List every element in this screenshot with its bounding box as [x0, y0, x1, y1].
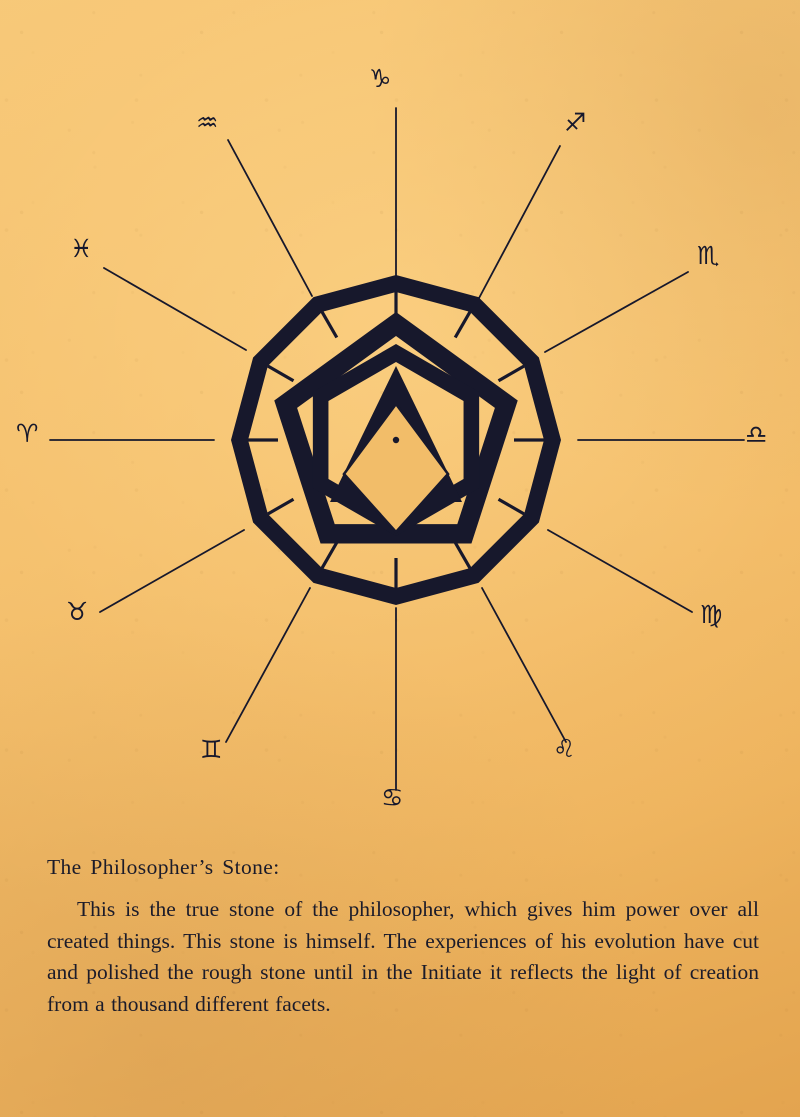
- zodiac-label-aquarius: ♒: [196, 108, 219, 137]
- caption-heading: The Philosopher’s Stone:: [47, 855, 280, 879]
- zodiac-label-gemini: ♊: [200, 735, 223, 764]
- stone-gem: [231, 275, 561, 605]
- caption-body: This is the true stone of the philosopher, which gives him power over all created things. This stone is himself. The experiences of his evolution have cut and polished the rough stone until in the Initiate it reflects the light of creation from a thousand different facets.: [47, 897, 759, 1016]
- zodiac-label-taurus: ♉: [66, 597, 89, 626]
- zodiac-label-libra: ♎: [745, 420, 768, 449]
- zodiac-label-aries: ♈: [16, 419, 39, 448]
- zodiac-label-capricorn: ♑: [369, 64, 392, 93]
- zodiac-label-sagittarius: ♐: [564, 108, 587, 137]
- zodiac-label-scorpio: ♏: [697, 241, 720, 270]
- caption-block: [47, 855, 759, 1020]
- zodiac-label-leo: ♌: [553, 734, 576, 763]
- center-dot: [393, 437, 399, 443]
- zodiac-label-cancer: ♋: [381, 783, 404, 812]
- zodiac-label-pisces: ♓: [70, 234, 93, 263]
- zodiac-label-virgo: ♍: [700, 600, 723, 629]
